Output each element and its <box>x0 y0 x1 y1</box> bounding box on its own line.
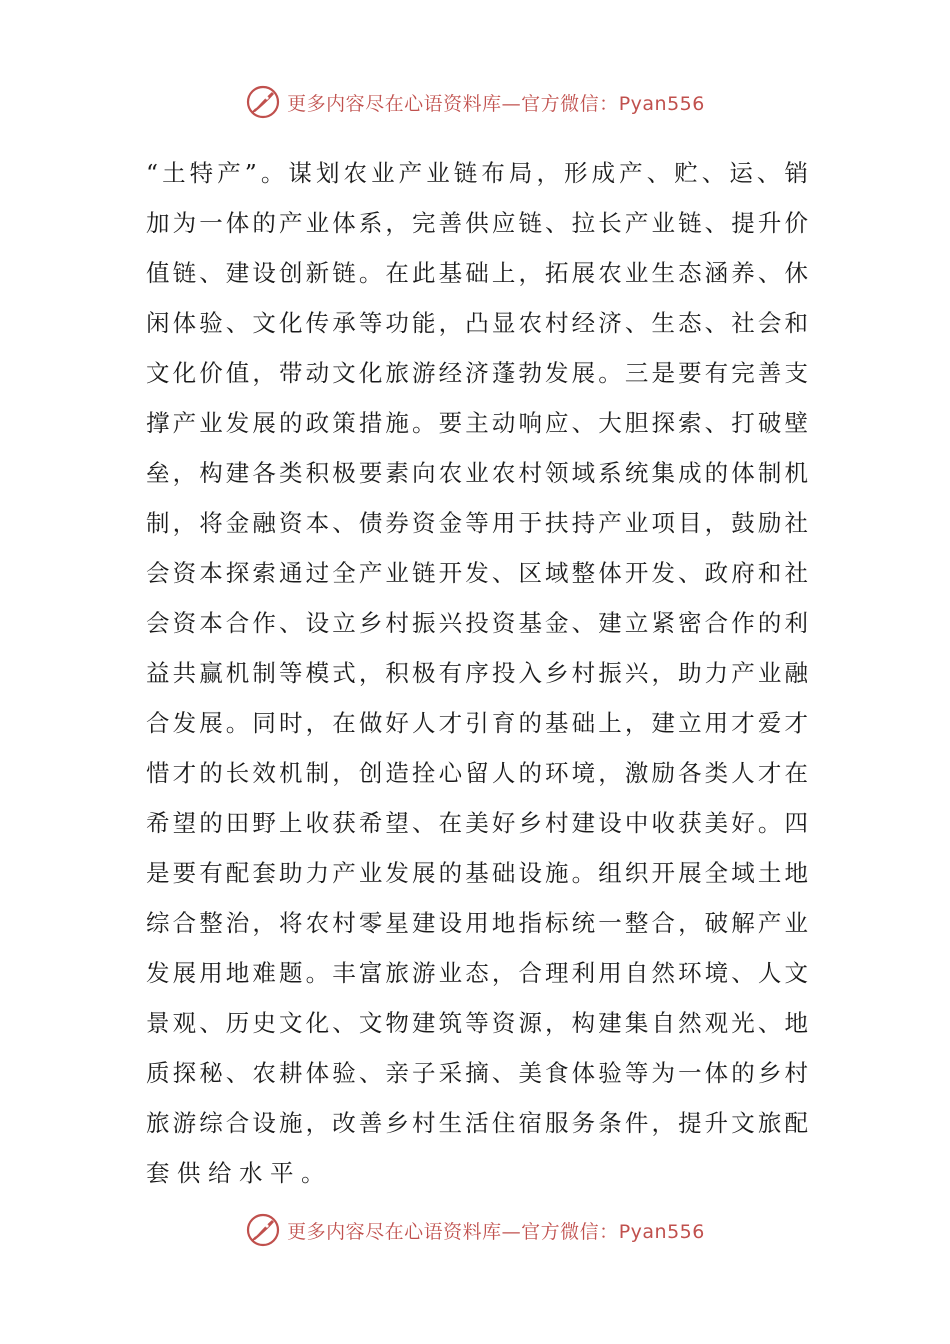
document-body <box>146 148 808 1198</box>
body-line: 闲体验、文化传承等功能，凸显农村经济、生态、社会和 <box>146 309 808 337</box>
body-line: 是要有配套助力产业发展的基础设施。组织开展全域土地 <box>146 859 808 887</box>
body-line: 会资本合作、设立乡村振兴投资基金、建立紧密合作的利 <box>146 609 808 637</box>
pen-nib-logo-icon <box>245 84 281 120</box>
body-line: 质探秘、农耕体验、亲子采摘、美食体验等为一体的乡村 <box>146 1059 808 1087</box>
body-line: 希望的田野上收获希望、在美好乡村建设中收获美好。四 <box>146 809 808 837</box>
body-line: 垒，构建各类积极要素向农业农村领域系统集成的体制机 <box>146 459 808 487</box>
header-banner <box>0 82 950 122</box>
body-line: 发展用地难题。丰富旅游业态，合理利用自然环境、人文 <box>146 959 808 987</box>
body-line: 会资本探索通过全产业链开发、区域整体开发、政府和社 <box>146 559 808 587</box>
body-line: 撑产业发展的政策措施。要主动响应、大胆探索、打破壁 <box>146 409 808 437</box>
body-line: 文化价值，带动文化旅游经济蓬勃发展。三是要有完善支 <box>146 359 808 387</box>
body-line: 值链、建设创新链。在此基础上，拓展农业生态涵养、休 <box>146 259 808 287</box>
body-line: 加为一体的产业体系，完善供应链、拉长产业链、提升价 <box>146 209 808 237</box>
body-line: 套供给水平。 <box>146 1159 332 1187</box>
pen-nib-logo-icon <box>245 1212 281 1248</box>
body-line: 合发展。同时，在做好人才引育的基础上，建立用才爱才 <box>146 709 808 737</box>
body-line: 旅游综合设施，改善乡村生活住宿服务条件，提升文旅配 <box>146 1109 808 1137</box>
body-line: 惜才的长效机制，创造拴心留人的环境，激励各类人才在 <box>146 759 808 787</box>
body-line: 制，将金融资本、债券资金等用于扶持产业项目，鼓励社 <box>146 509 808 537</box>
body-line: 综合整治，将农村零星建设用地指标统一整合，破解产业 <box>146 909 808 937</box>
body-line: 益共赢机制等模式，积极有序投入乡村振兴，助力产业融 <box>146 659 808 687</box>
footer-banner-text: 更多内容尽在心语资料库—官方微信：Pyan556 <box>287 1220 705 1243</box>
body-line: “土特产”。谋划农业产业链布局，形成产、贮、运、销 <box>146 159 808 187</box>
footer-banner <box>0 1210 950 1250</box>
header-banner-text: 更多内容尽在心语资料库—官方微信：Pyan556 <box>287 92 705 115</box>
body-line: 景观、历史文化、文物建筑等资源，构建集自然观光、地 <box>146 1009 808 1037</box>
